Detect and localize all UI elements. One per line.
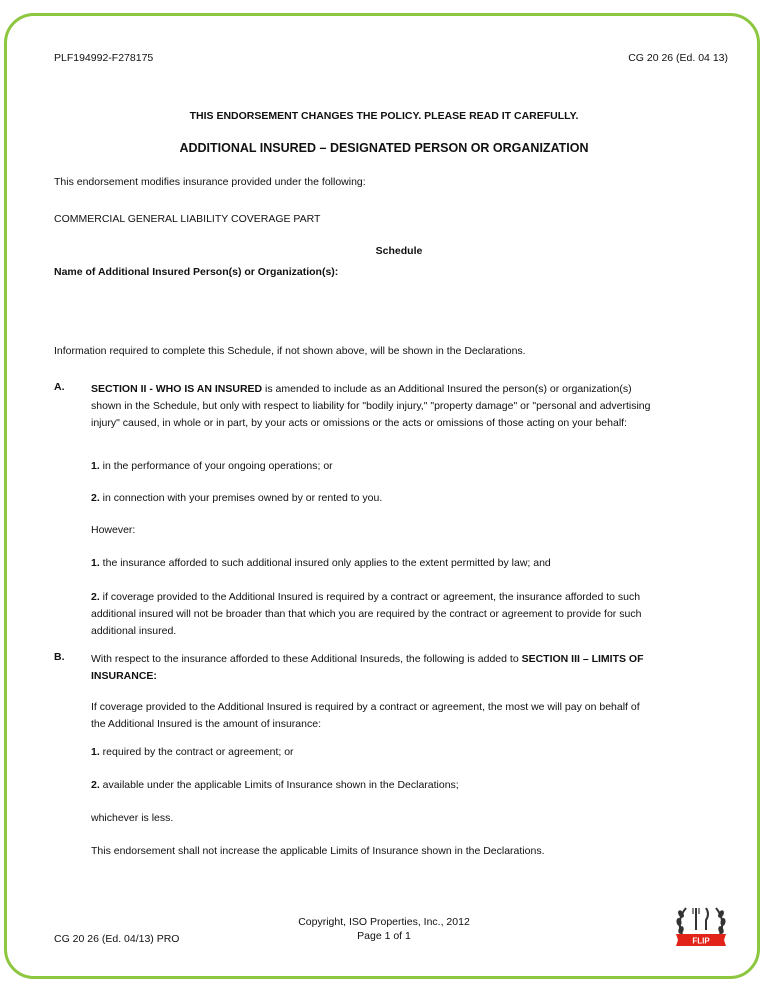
closing-text: This endorsement shall not increase the applicable Limits of Insurance shown in the Declarations. bbox=[91, 845, 545, 857]
section-b-item-1: 1. required by the contract or agreement; or bbox=[91, 746, 294, 758]
schedule-label: Name of Additional Insured Person(s) or Organization(s): bbox=[54, 266, 339, 278]
form-id: PLF194992-F278175 bbox=[54, 52, 154, 64]
section-a-item-3: 1. the insurance afforded to such additional insured only applies to the extent permitted by law; and bbox=[91, 557, 551, 569]
document-title: ADDITIONAL INSURED – DESIGNATED PERSON OR ORGANIZATION bbox=[179, 141, 589, 155]
page-number: Page 1 of 1 bbox=[357, 930, 411, 942]
section-a-lead: SECTION II - WHO IS AN INSURED bbox=[91, 383, 263, 395]
schedule-heading: Schedule bbox=[375, 245, 423, 257]
coverage-part: COMMERCIAL GENERAL LIABILITY COVERAGE PART bbox=[54, 213, 321, 225]
endorsement-notice: THIS ENDORSEMENT CHANGES THE POLICY. PLEASE READ IT CAREFULLY. bbox=[189, 110, 579, 122]
section-a-item-4: 2. if coverage provided to the Additional Insured is required by a contract or agreement, the insurance afforded to such additional insured will not be broader than that which you are required by the contract or agreement to provide for such additional insured. bbox=[91, 591, 642, 637]
intro-text: This endorsement modifies insurance provided under the following: bbox=[54, 176, 366, 188]
footer-copyright bbox=[0, 915, 768, 943]
however-label: However: bbox=[91, 524, 136, 536]
whichever-text: whichever is less. bbox=[91, 812, 174, 824]
section-a-letter: A. bbox=[54, 381, 65, 393]
info-required: Information required to complete this Schedule, if not shown above, will be shown in the Declarations. bbox=[54, 345, 526, 357]
section-a-paragraph bbox=[91, 381, 651, 432]
form-edition: CG 20 26 (Ed. 04 13) bbox=[628, 52, 728, 64]
section-b-letter: B. bbox=[54, 651, 65, 663]
section-b-item-2: 2. available under the applicable Limits of Insurance shown in the Declarations; bbox=[91, 779, 459, 791]
flip-logo-icon bbox=[672, 900, 730, 950]
section-a-item-1: 1. in the performance of your ongoing operations; or bbox=[91, 460, 333, 472]
copyright-text: Copyright, ISO Properties, Inc., 2012 bbox=[298, 916, 470, 928]
logo-text: FLIP bbox=[692, 936, 710, 946]
section-b-para: If coverage provided to the Additional Insured is required by a contract or agreement, the most we will pay on behalf of the Additional Insured is the amount of insurance: bbox=[91, 701, 640, 730]
footer-form-id: CG 20 26 (Ed. 04/13) PRO bbox=[54, 933, 180, 945]
section-b-paragraph: With respect to the insurance afforded to these Additional Insureds, the following is added to SECTION III – LIMITS OF INSURANCE: bbox=[91, 653, 644, 682]
section-a-text: is amended to include as an Additional Insured the person(s) or organization(s) shown in the Schedule, but only with respect to liability for "bodily injury," "property damage" or "personal and advertising injury" caused, in whole or in part, by your acts or omissions or the acts or omissions of those acting on your behalf: bbox=[91, 383, 651, 429]
section-a-item-2: 2. in connection with your premises owned by or rented to you. bbox=[91, 492, 383, 504]
